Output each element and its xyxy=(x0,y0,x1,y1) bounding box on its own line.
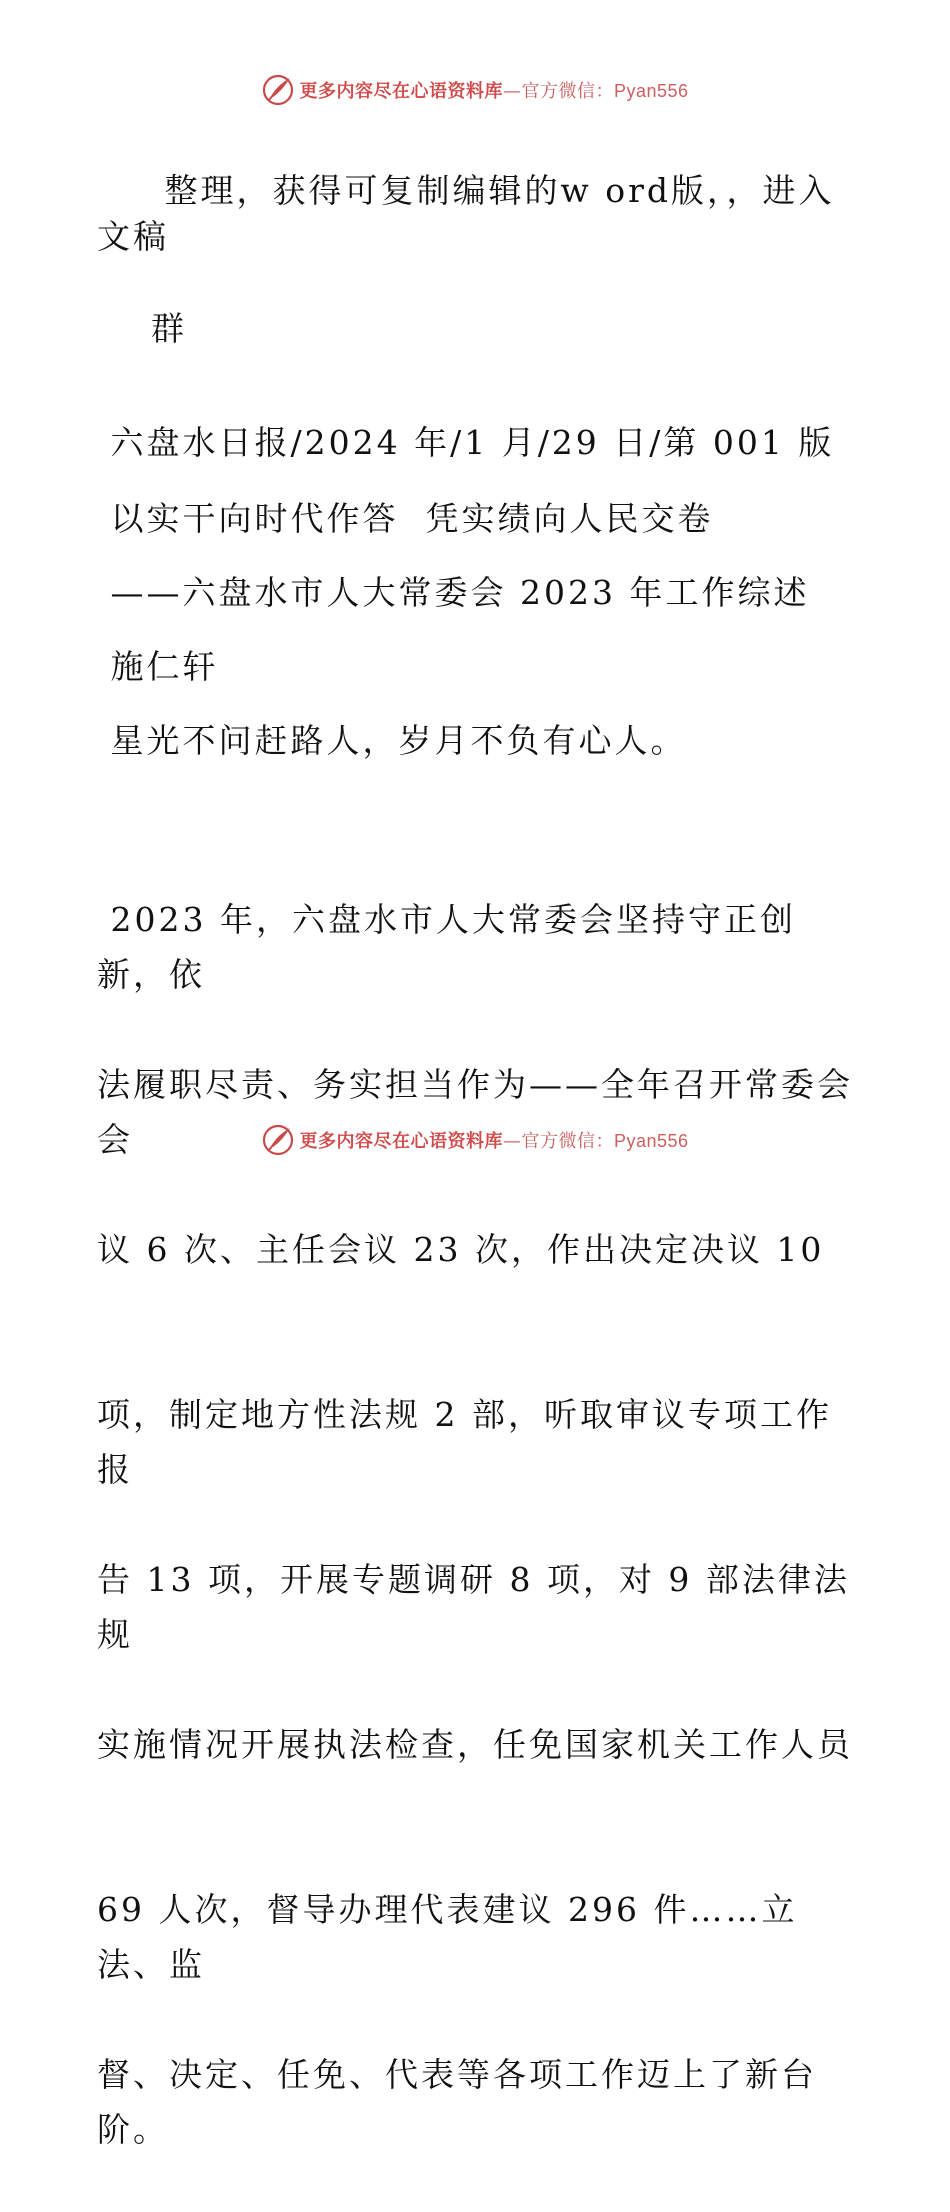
body-line: 2023 年，六盘水市人大常委会坚持守正创新，依 xyxy=(97,900,796,994)
quill-circle-icon xyxy=(261,73,295,107)
body-line: 项，制定地方性法规 2 部，听取审议专项工作报 xyxy=(97,1395,832,1489)
lead-line: 星光不问赶路人，岁月不负有心人。 xyxy=(97,721,687,760)
body-line: 实施情况开展执法检查，任免国家机关工作人员 xyxy=(97,1725,853,1764)
watermark-text xyxy=(299,1127,688,1153)
article-subtitle: ——六盘水市人大常委会 2023 年工作综述 xyxy=(97,573,810,612)
watermark-main: 更多内容尽在心语资料库 xyxy=(299,1131,503,1152)
intro-paragraph xyxy=(97,122,857,398)
source-line: 六盘水日报/2024 年/1 月/29 日/第 001 版 xyxy=(97,423,835,462)
watermark-official: 官方微信： xyxy=(521,1131,614,1152)
article-title: 以实干向时代作答 凭实绩向人民交卷 xyxy=(97,499,714,538)
footer-watermark xyxy=(0,1120,950,1160)
document-body xyxy=(97,122,857,2212)
quill-circle-icon xyxy=(261,1123,295,1157)
watermark-separator: — xyxy=(502,1131,522,1152)
header-watermark xyxy=(0,70,950,110)
watermark-official: 官方微信： xyxy=(521,81,614,102)
watermark-main: 更多内容尽在心语资料库 xyxy=(299,81,503,102)
author-line: 施仁轩 xyxy=(97,647,219,686)
body-line: 69 人次，督导办理代表建议 296 件……立法、监 xyxy=(97,1890,798,1984)
body-line: 议 6 次、主任会议 23 次，作出决定决议 10 xyxy=(97,1230,825,1269)
body-line: 告 13 项，开展专题调研 8 项，对 9 部法律法规 xyxy=(97,1560,850,1654)
watermark-id: Pyan556 xyxy=(613,81,689,101)
watermark-text xyxy=(299,77,688,103)
intro-line-2: 群 xyxy=(150,309,187,348)
body-paragraph xyxy=(97,782,857,2212)
watermark-separator: — xyxy=(502,81,522,102)
body-line: 督、决定、任免、代表等各项工作迈上了新台阶。 xyxy=(97,2055,817,2149)
watermark-id: Pyan556 xyxy=(613,1131,689,1151)
intro-line-1: 整理，获得可复制编辑的w ord版，，进入文稿 xyxy=(97,171,835,256)
body-line: 法履职尽责、务实担当作为——全年召开常委会会 xyxy=(97,1065,853,1159)
